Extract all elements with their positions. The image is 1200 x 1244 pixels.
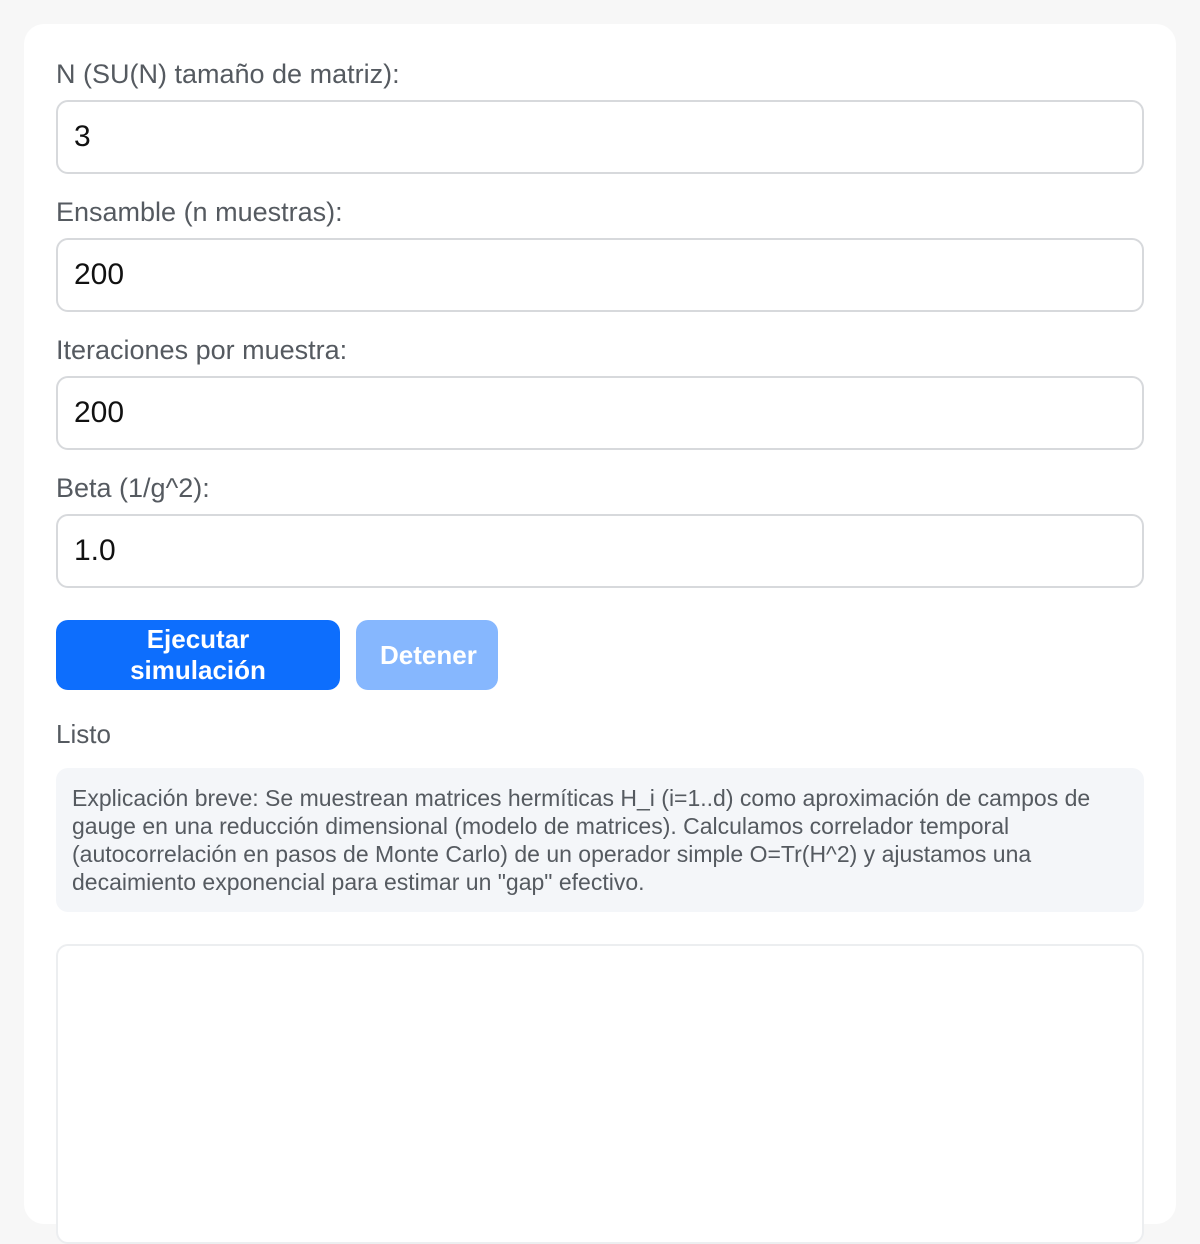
ensemble-input[interactable]: [56, 238, 1144, 312]
simulation-card: [24, 24, 1176, 1224]
beta-label: Beta (1/g^2):: [56, 473, 210, 503]
explanation-box: Explicación breve: Se muestrean matrices hermíticas H_i (i=1..d) como aproximación de campos de gauge en una reducción dimensional (modelo de matrices). Calculamos correlador temporal (autocorrelación en pasos de Monte Carlo) de un operador simple O=Tr(H^2) y ajustamos una decaimiento exponencial para estimar un "gap" efectivo.: [56, 768, 1144, 912]
iterations-input[interactable]: [56, 376, 1144, 450]
n-label: N (SU(N) tamaño de matriz):: [56, 59, 400, 89]
ensemble-label: Ensamble (n muestras):: [56, 197, 343, 227]
plot-area: [56, 944, 1144, 1244]
iterations-label: Iteraciones por muestra:: [56, 335, 348, 365]
status-text: Listo: [56, 719, 111, 749]
beta-input[interactable]: [56, 514, 1144, 588]
n-input[interactable]: [56, 100, 1144, 174]
stop-button[interactable]: Detener: [356, 620, 498, 690]
run-simulation-button[interactable]: Ejecutar simulación: [56, 620, 340, 690]
